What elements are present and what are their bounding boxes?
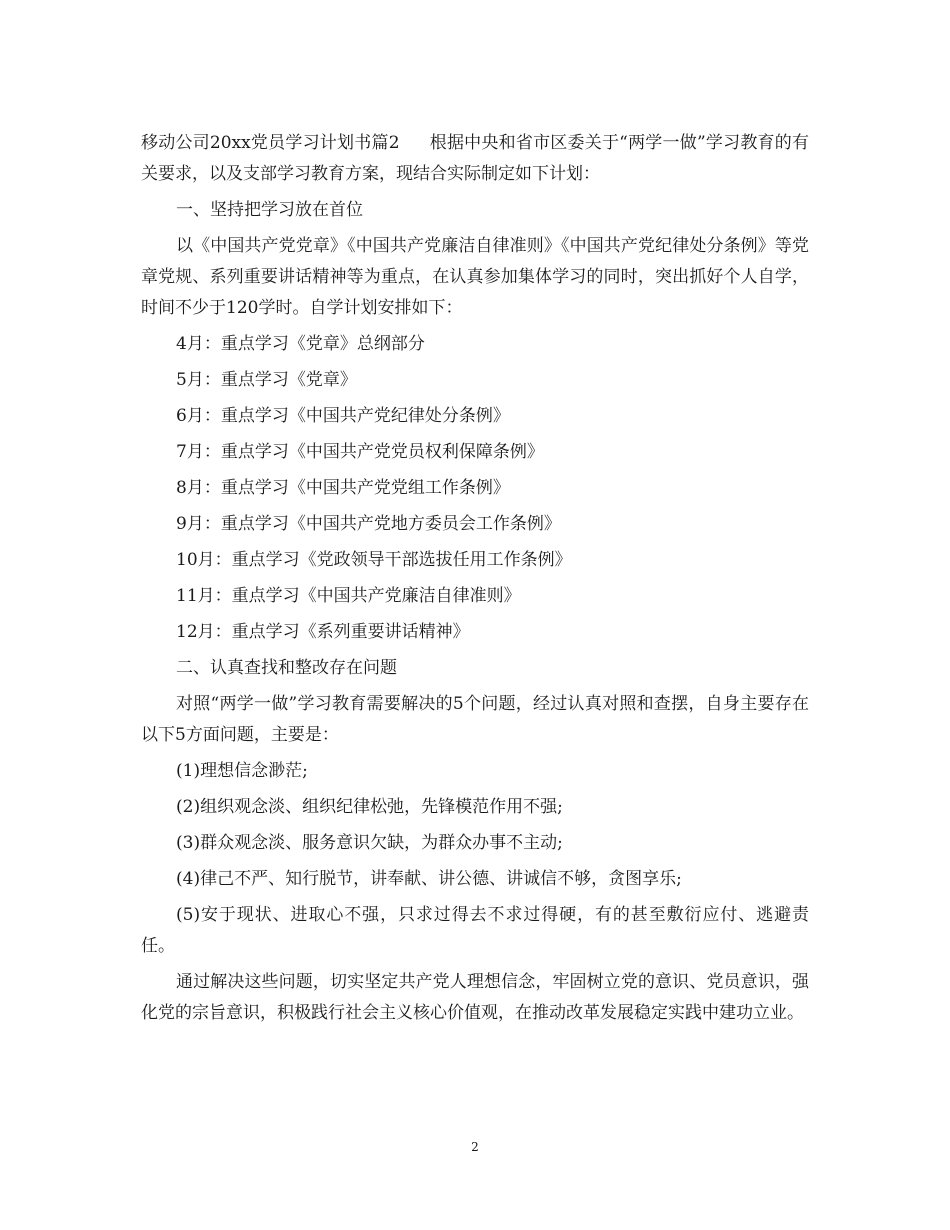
schedule-item: 6月：重点学习《中国共产党纪律处分条例》 bbox=[176, 406, 510, 426]
problem-item: (2)组织观念淡、组织纪律松弛，先锋模范作用不强; bbox=[176, 797, 563, 817]
schedule-item: 12月：重点学习《系列重要讲话精神》 bbox=[176, 622, 470, 642]
schedule-item: 7月：重点学习《中国共产党党员权利保障条例》 bbox=[176, 442, 544, 462]
document-title: 移动公司20xx党员学习计划书篇2 bbox=[141, 133, 400, 153]
schedule-item: 5月：重点学习《党章》 bbox=[176, 370, 357, 390]
conclusion-paragraph: 通过解决这些问题，切实坚定共产党人理想信念，牢固树立党的意识、党员意识，强化党的宗旨意识，积极践行社会主义核心价值观，在推动改革发展稳定实践中建功立业。 bbox=[141, 972, 809, 1023]
section-heading: 一、坚持把学习放在首位 bbox=[176, 200, 363, 220]
intro-text: 根据中央和省市区委关于“两学一做”学习教育的有关要求，以及支部学习教育方案，现结合实际制定如下计划： bbox=[141, 133, 809, 184]
problem-item: (4)律己不严、知行脱节，讲奉献、讲公德、讲诚信不够，贪图享乐; bbox=[176, 869, 682, 889]
body-paragraph: 对照“两学一做”学习教育需要解决的5个问题，经过认真对照和查摆，自身主要存在以下5方面问题，主要是： bbox=[141, 694, 809, 745]
section-heading: 二、认真查找和整改存在问题 bbox=[176, 658, 397, 678]
schedule-item: 11月：重点学习《中国共产党廉洁自律准则》 bbox=[176, 586, 521, 606]
problem-item: (5)安于现状、进取心不强，只求过得去不求过得硬，有的甚至敷衍应付、逃避责任。 bbox=[141, 905, 809, 956]
schedule-item: 10月：重点学习《党政领导干部选拔任用工作条例》 bbox=[176, 550, 572, 570]
schedule-item: 8月：重点学习《中国共产党党组工作条例》 bbox=[176, 478, 510, 498]
document-body bbox=[141, 128, 809, 1034]
intro-paragraph bbox=[141, 128, 809, 190]
page-number: 2 bbox=[471, 1140, 479, 1154]
problem-item: (1)理想信念渺茫; bbox=[176, 761, 308, 781]
schedule-item: 4月：重点学习《党章》总纲部分 bbox=[176, 334, 425, 354]
problem-item: (3)群众观念淡、服务意识欠缺，为群众办事不主动; bbox=[176, 833, 563, 853]
body-paragraph: 以《中国共产党党章》《中国共产党廉洁自律准则》《中国共产党纪律处分条例》等党章党规、系列重要讲话精神等为重点，在认真参加集体学习的同时，突出抓好个人自学，时间不少于120学时。自学计划安排如下： bbox=[141, 236, 809, 318]
schedule-item: 9月：重点学习《中国共产党地方委员会工作条例》 bbox=[176, 514, 561, 534]
